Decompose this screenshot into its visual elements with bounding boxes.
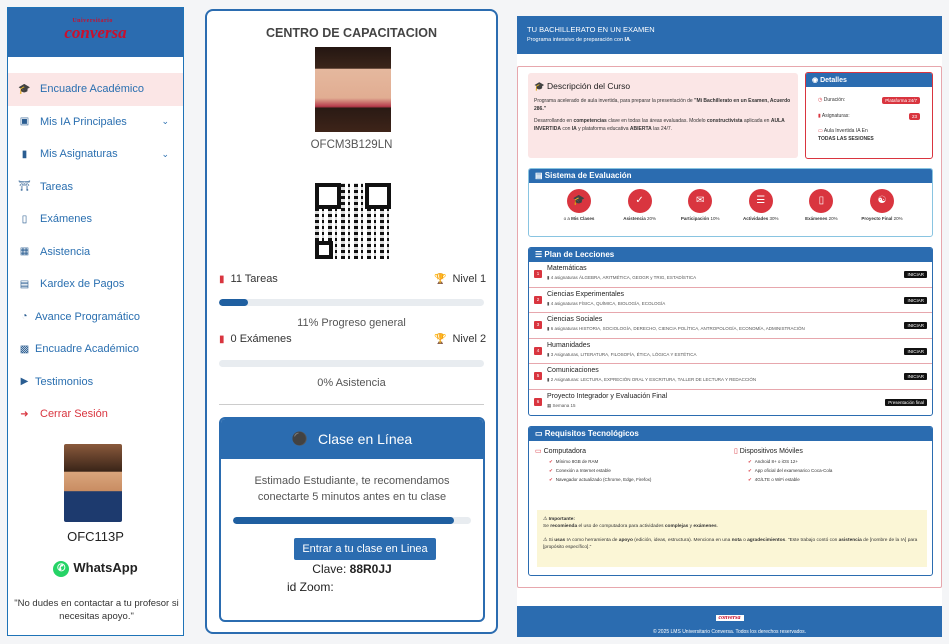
- sidebar-item-label: Cerrar Sesión: [40, 408, 108, 421]
- subjects-badge: 23: [909, 113, 920, 120]
- sidebar-item-label: Mis IA Principales: [40, 115, 127, 128]
- sidebar-item-label: Avance Programático: [35, 310, 140, 323]
- requirement-item: ✔ App oficial del examenarico Coca-Cola: [748, 467, 832, 474]
- student-code: OFCM3B129LN: [310, 139, 393, 151]
- requirement-item: ✔ 4G/LTE o WiFi estable: [748, 476, 832, 483]
- computer-requirements: [535, 447, 651, 483]
- lesson-item: [529, 339, 932, 365]
- lesson-plan-section: [528, 247, 933, 416]
- course-title: TU BACHILLERATO EN UN EXAMEN: [527, 25, 655, 34]
- clock-icon: ◷: [818, 97, 824, 103]
- lesson-subtitle: ▮ 2 Asignaturas: LECTURA, EXPRECIÓN ORAL Y ESCRITURA, TALLER DE LECTURA Y REDACCIÓN: [547, 377, 757, 382]
- desktop-icon: ▭: [535, 429, 545, 438]
- sidebar-item-label: Encuadre Académico: [40, 83, 144, 96]
- live-class-header: [221, 419, 483, 459]
- requirements-header: ▭ Requisitos Tecnológicos: [529, 427, 932, 441]
- lesson-subtitle: ▮ 6 asignaturas HISTORIA, SOCIOLOGÍA, DERECHO, CIENCIA POLÍTICA, ANTROPOLOGÍA, ECONOMÍA, ADMINISTRACIÓN: [547, 326, 805, 331]
- user-check-icon: ✓: [628, 189, 652, 213]
- eval-actividades: ☰ Actividades 30%: [731, 189, 791, 221]
- evaluation-header: ▤ Sistema de Evaluación: [529, 169, 932, 183]
- important-title: ⚠ Importante:: [543, 517, 576, 522]
- logout-icon: ➜: [20, 408, 29, 420]
- requirement-item: ✔ Mínimo 8GB de RAM: [549, 458, 651, 465]
- live-bar-fill: [233, 517, 454, 524]
- sidebar-item-testimonios[interactable]: [8, 366, 183, 399]
- requirements-section: [528, 426, 933, 576]
- course-panel: [517, 16, 942, 637]
- start-lesson-button[interactable]: INICIAR: [904, 348, 927, 355]
- progress-text: 11% Progreso general: [297, 317, 406, 329]
- live-class-card: [219, 417, 485, 622]
- lesson-number: 6: [534, 398, 542, 406]
- whatsapp-icon: ✆: [53, 561, 69, 577]
- teacher-avatar: [64, 444, 122, 522]
- laptop-icon: ▭: [535, 448, 544, 455]
- sidebar-item-label: Tareas: [40, 180, 74, 193]
- sidebar-item-label: Mis Asignaturas: [40, 148, 118, 161]
- book-icon: ▮: [818, 113, 822, 119]
- sidebar-item-cerrar-sesion[interactable]: [8, 398, 183, 431]
- mobile-icon: ▯: [734, 448, 740, 455]
- clipboard-icon: ▤: [19, 278, 30, 290]
- footer-text: © 2025 LMS Universitario Conversa. Todos los derechos reservados.: [652, 629, 807, 635]
- gauge-icon: ◔: [21, 311, 28, 323]
- book-icon: ▮: [547, 275, 551, 280]
- brand-logo[interactable]: Universitario conversa: [64, 17, 127, 42]
- tasks-icon: ☰: [749, 189, 773, 213]
- start-lesson-button[interactable]: INICIAR: [904, 297, 927, 304]
- footer: [517, 606, 942, 637]
- clave-line: [221, 562, 483, 576]
- sidebar-item-avance[interactable]: [8, 301, 183, 334]
- sidebar-header: [8, 8, 183, 57]
- book-icon: ▮: [547, 351, 551, 357]
- whatsapp-link[interactable]: [8, 560, 183, 577]
- attendance-bar: [219, 360, 484, 367]
- lesson-subtitle: ▮ 4 asignaturas FÍSICA, QUÍMICA, BIOLOGÍA, ECOLOGÍA: [547, 300, 666, 306]
- lesson-number: 5: [534, 372, 542, 380]
- trophy-icon: 🏆: [434, 333, 447, 345]
- graduation-cap-icon: 🎓: [534, 81, 547, 91]
- divider: [219, 404, 484, 405]
- exams-label: 0 Exámenes: [230, 333, 292, 345]
- sidebar-item-label: Kardex de Pagos: [40, 278, 125, 291]
- clave-label: Clave:: [312, 562, 347, 576]
- exams-icon: ▮: [219, 333, 225, 345]
- lesson-title: Ciencias Experimentales: [547, 290, 625, 298]
- important-line-1: Se recomienda el uso de computadora para actividades complejas y exámenes.: [543, 524, 718, 529]
- course-subtitle: Programa intensivo de preparación con IA.: [527, 37, 632, 43]
- sidebar-menu: [8, 73, 183, 431]
- important-note: [537, 510, 927, 567]
- course-body: [517, 66, 942, 588]
- evaluation-section: [528, 168, 933, 237]
- book-icon: ▮: [547, 326, 551, 331]
- requirement-item: ✔ Android 8+ o iOS 12+: [748, 458, 832, 465]
- list-icon: ☰: [535, 250, 545, 259]
- sidebar-item-mis-ia[interactable]: [8, 106, 183, 139]
- lesson-item: [529, 390, 932, 416]
- file-icon: ▯: [809, 189, 833, 213]
- lesson-title: Humanidades: [547, 341, 591, 349]
- subjects-row: ▮ Asignaturas:: [818, 113, 850, 119]
- sidebar-item-label: Asistencia: [40, 245, 91, 258]
- lesson-title: Matemáticas: [547, 265, 587, 272]
- chevron-down-icon: ⌄: [161, 116, 169, 127]
- video-icon: ▶: [20, 376, 29, 388]
- progress-fill: [219, 299, 248, 306]
- start-lesson-button[interactable]: INICIAR: [904, 322, 927, 329]
- teacher-icon: ▩: [19, 343, 30, 355]
- training-center-card: [205, 9, 498, 634]
- graduation-cap-icon: 🎓: [18, 83, 31, 95]
- warning-icon: ⚠: [543, 517, 549, 522]
- sidebar-item-examenes[interactable]: [8, 203, 183, 236]
- lesson-plan-header: ☰ Plan de Lecciones: [529, 248, 932, 262]
- level1-stat: [434, 273, 486, 285]
- enter-class-button[interactable]: Entrar a tu clase en Linea: [294, 538, 436, 560]
- sidebar-item-encuadre-academico[interactable]: [8, 73, 183, 106]
- lesson-item: [529, 313, 932, 339]
- live-class-message: Estimado Estudiante, te recomendamos conectarte 5 minutos antes en tu clase: [254, 475, 450, 503]
- lesson-title: Ciencias Sociales: [547, 316, 603, 323]
- lesson-title: Proyecto Integrador y Evaluación Final: [547, 392, 668, 400]
- requirement-item: ✔ Conexión a Internet estable: [549, 467, 651, 474]
- mobile-requirements: [734, 447, 832, 483]
- final-presentation-button[interactable]: Presentación final: [885, 399, 927, 406]
- student-photo: [315, 47, 391, 132]
- clipboard-icon: ▤: [535, 171, 545, 180]
- chevron-down-icon: ⌄: [161, 148, 169, 159]
- lesson-item: [529, 262, 932, 288]
- sidebar-item-label: Encuadre Académico: [35, 343, 139, 356]
- calendar-icon: ▦: [19, 246, 30, 258]
- calendar-icon: ▦: [547, 402, 553, 408]
- description-p2: Desarrollando en competencias clave en todas las áreas evaluadas. Modelo constructivista aplicada en AULA INVERTIDA con IA y plataforma educativa ABIERTA las 24/7.: [534, 118, 785, 132]
- live-bar: [233, 517, 471, 524]
- trophy-icon: 🏆: [434, 273, 447, 285]
- contact-message: "No dudes en contactar a tu profesor si necesitas apoyo.": [14, 598, 179, 622]
- lesson-item: [529, 364, 932, 390]
- level2-label: Nivel 2: [452, 333, 487, 345]
- eval-mis-clases: 🎓 o a Mis Clases: [549, 189, 609, 221]
- sidebar-item-kardex[interactable]: [8, 268, 183, 301]
- zoom-id: id Zoom:: [287, 580, 334, 594]
- aula-row: ▭ Aula Invertida IA En: [818, 128, 868, 134]
- eval-proyecto: ☯ Proyecto Final 20%: [852, 189, 912, 221]
- graduation-cap-icon: 🎓: [567, 189, 591, 213]
- duration-row: ◷ Duración:: [818, 97, 846, 103]
- progress-bar: [219, 299, 484, 306]
- book-icon: ▮: [547, 377, 551, 382]
- tag-icon: ◉: [812, 77, 821, 84]
- level1-label: Nivel 1: [452, 273, 487, 285]
- qr-code: [315, 183, 391, 259]
- sidebar-item-label: Testimonios: [35, 375, 94, 388]
- robot-icon: ▣: [19, 116, 30, 128]
- lesson-number: 2: [534, 296, 542, 304]
- card-title: CENTRO DE CAPACITACION: [265, 26, 438, 40]
- tasks-stat: [219, 273, 278, 285]
- eval-asistencia: ✓ Asistencia 20%: [610, 189, 670, 221]
- tasks-label: 11 Tareas: [230, 273, 278, 285]
- lesson-subtitle: ▮ 3 Asignaturas, LITERATURA, FILOSOFÍA, ÉTICA, LÓGICA Y ESTÉTICA: [547, 351, 697, 357]
- computer-title: ▭ Computadora: [535, 448, 586, 455]
- lesson-number: 1: [534, 270, 542, 278]
- description-title: 🎓 Descripción del Curso: [534, 81, 631, 91]
- exams-stat: [219, 333, 292, 345]
- sidebar-item-asistencia[interactable]: [8, 236, 183, 269]
- sidebar-item-encuadre-2[interactable]: [8, 333, 183, 366]
- description-p1: Programa acelerado de aula invertida, para preparar la presentación de "Mi Bachillerato en un Examen, Acuerdo 286.": [534, 98, 791, 112]
- footer-logo: conversa: [716, 615, 744, 621]
- sidebar-item-mis-asignaturas[interactable]: [8, 138, 183, 171]
- eval-examenes: ▯ Exámenes 20%: [791, 189, 851, 221]
- details-box: [805, 72, 933, 159]
- project-icon: ☯: [870, 189, 894, 213]
- level2-stat: [434, 333, 486, 345]
- course-description: [528, 73, 798, 158]
- attendance-text: 0% Asistencia: [317, 377, 386, 389]
- teacher-code: OFC113P: [67, 529, 124, 544]
- sidebar-item-tareas[interactable]: [8, 171, 183, 204]
- start-lesson-button[interactable]: INICIAR: [904, 271, 927, 278]
- sidebar: [7, 7, 184, 636]
- details-header: ◉ Detalles: [806, 73, 932, 87]
- clave-value: 88R0JJ: [349, 562, 392, 576]
- lesson-item: [529, 288, 932, 314]
- course-header: [517, 16, 942, 54]
- book-icon: ▮: [21, 148, 28, 160]
- lesson-subtitle: ▮ 4 asignaturas ÁLGEBRA, ARITMÉTICA, GEOGR y TRIG, ESTADÍSTICA: [547, 275, 697, 280]
- lesson-title: Comunicaciones: [547, 367, 599, 374]
- video-camera-icon: ⚫: [291, 431, 308, 446]
- requirement-item: ✔ Navegador actualizado (Chrome, Edge, Firefox): [549, 476, 651, 483]
- institution-icon: ⛩: [18, 181, 31, 193]
- tasks-icon: ▮: [219, 273, 225, 285]
- warning-icon: ⚠: [543, 538, 549, 543]
- lesson-subtitle: ▦ Semana 15: [547, 402, 576, 408]
- mobile-title: ▯ Dispositivos Móviles: [734, 448, 803, 455]
- lesson-number: 4: [534, 347, 542, 355]
- lesson-number: 3: [534, 321, 542, 329]
- important-line-2: ⚠ Si usas IA como herramienta de apoyo (edición, ideas, estructura). Menciona en una nota o agradecimientos. "Este trabajo contó con asistencia de [nombre de la IA] para [propósito específico].": [543, 538, 918, 550]
- book-icon: ▮: [547, 300, 551, 306]
- whatsapp-label: WhatsApp: [73, 560, 138, 575]
- sidebar-item-label: Exámenes: [40, 213, 92, 226]
- laptop-icon: ▭: [818, 128, 824, 134]
- sessions-text: TODAS LAS SESIONES: [818, 136, 874, 142]
- file-icon: ▯: [21, 213, 28, 225]
- evaluation-items: [529, 183, 932, 221]
- start-lesson-button[interactable]: INICIAR: [904, 373, 927, 380]
- live-class-title: Clase en Línea: [318, 431, 413, 447]
- duration-badge: Plataforma 24/7: [882, 97, 920, 104]
- eval-participacion: ✉ Participación 10%: [670, 189, 730, 221]
- comments-icon: ✉: [688, 189, 712, 213]
